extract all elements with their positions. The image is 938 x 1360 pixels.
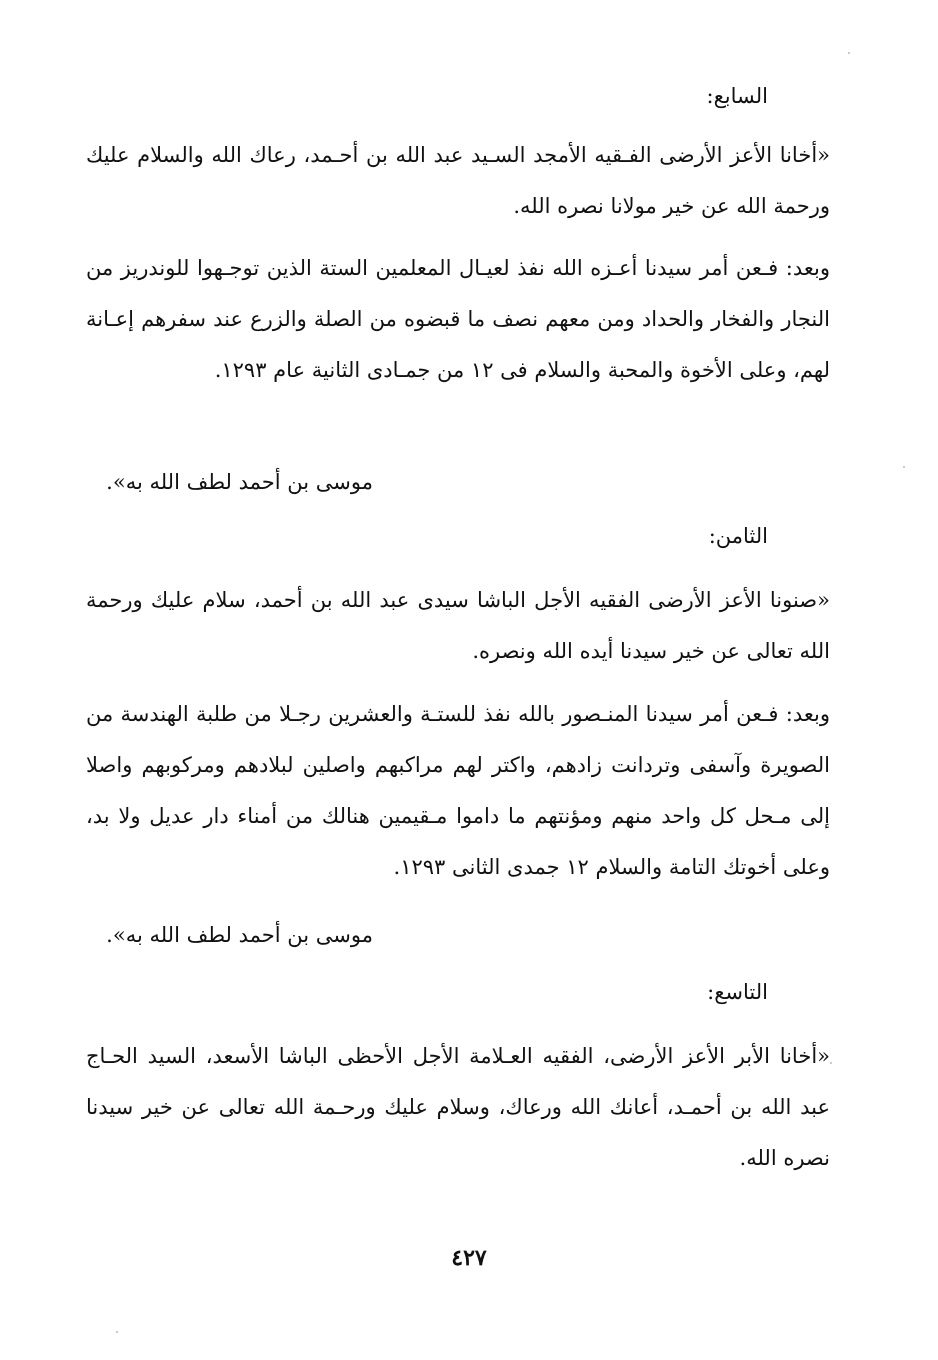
- scan-speck: [848, 52, 850, 54]
- section-heading-seventh: السابع:: [706, 84, 768, 108]
- scan-speck: [116, 1331, 118, 1333]
- scan-speck: [903, 466, 905, 468]
- section-heading-ninth: التاسع:: [707, 980, 768, 1004]
- letter-body-seventh: وبعد: فـعن أمر سيدنا أعـزه الله نفذ لعيـال المعلمين الستة الذين توجـهوا للوندريز من النجار والفخار والحداد ومن معهم نصف ما قبضوه من الصلة والزرع عند سفرهم إعـانة لهم، وعلى الأخوة والمحبة والسلام فى ١٢ من جمـادى الثانية عام ١٢٩٣.: [86, 256, 830, 382]
- letter-salutation-ninth: «أخانا الأبر الأعز الأرضى، الفقيه العـلامة الأجل الأحظى الباشا الأسعد، السيد الحـاج عبد الله بن أحمـد، أعانك الله ورعاك، وسلام عليك ورحـمة الله تعالى عن خير سيدنا نصره الله.: [86, 1044, 830, 1170]
- scan-speck: [830, 1062, 832, 1064]
- page-number: ٤٢٧: [451, 1245, 487, 1271]
- letter-salutation-eighth: «صنونا الأعز الأرضى الفقيه الأجل الباشا سيدى عبد الله بن أحمد، سلام عليك ورحمة الله تعالى عن خير سيدنا أيده الله ونصره.: [86, 588, 830, 663]
- letter-signature-seventh: موسى بن أحمد لطف الله به».: [106, 470, 373, 494]
- section-heading-eighth: الثامن:: [708, 524, 768, 548]
- letter-body-eighth: وبعد: فـعن أمر سيدنا المنـصور بالله نفذ للستـة والعشرين رجـلا من طلبة الهندسة من الصويرة وآسفى وتردانت زادهم، واكتر لهم مراكبهم واصلين لبلادهم ومركوبهم واصلا إلى مـحل كل واحد منهم ومؤنتهم ما داموا مـقيمين هنالك من أمناء دار عديل ولا بد، وعلى أخوتك التامة والسلام ١٢ جمدى الثانى ١٢٩٣.: [86, 702, 831, 879]
- letter-salutation-seventh: «أخانا الأعز الأرضى الفـقيه الأمجد السـيد عبد الله بن أحـمد، رعاك الله والسلام عليك ورحمة الله عن خير مولانا نصره الله.: [86, 143, 830, 218]
- letter-signature-eighth: موسى بن أحمد لطف الله به».: [106, 923, 373, 947]
